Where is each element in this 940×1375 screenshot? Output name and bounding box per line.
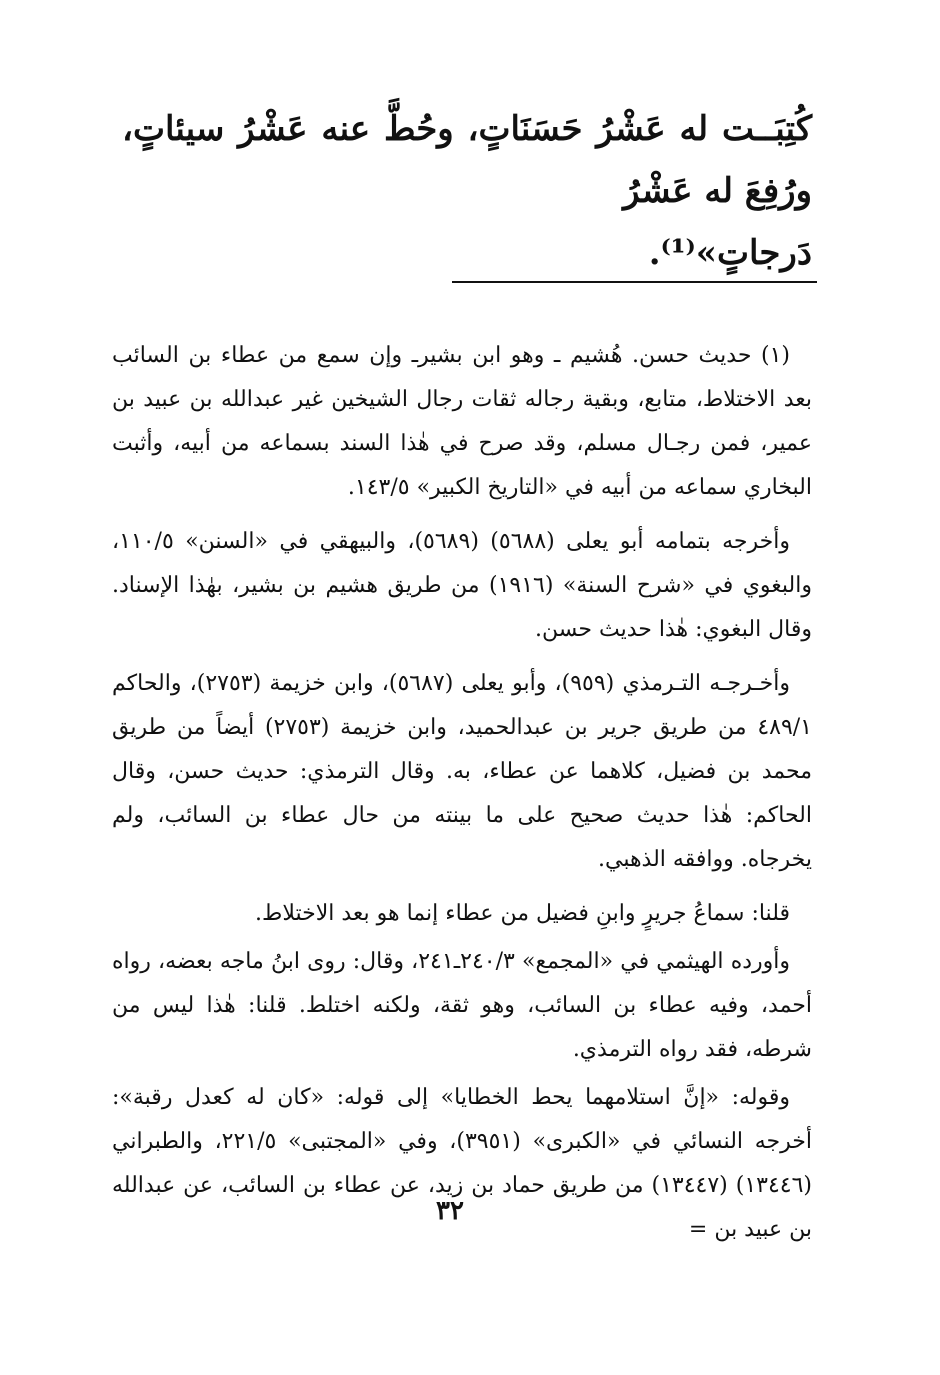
footnote-separator	[452, 281, 817, 283]
footnote-paragraph: وأخـرجـه التـرمذي (٩٥٩)، وأبو يعلى (٥٦٨٧)، وابن خزيمة (٢٧٥٣)، والحاكم ٤٨٩/١ من طريق جرير بن عبدالحميد، وابن خزيمة (٢٧٥٣) أيضاً من طريق محمد بن فضيل، كلاهما عن عطاء، به. وقال الترمذي: حديث حسن، وقال الحاكم: هٰذا حديث صحيح على ما بينته من حال عطاء بن السائب، ولم يخرجاه. ووافقه الذهبي.	[112, 671, 812, 872]
footnote-paragraph: قلنا: سماعُ جريرٍ وابنِ فضيل من عطاء إنما هو بعد الاختلاط.	[255, 901, 790, 926]
footnote-paragraph: (١) حديث حسن. هُشيم ـ وهو ابن بشيرـ وإن سمع من عطاء بن السائب بعد الاختلاط، متابع، وبقية رجاله ثقات رجال الشيخين غير عبدالله بن عبيد بن عمير، فمن رجـال مسلم، وقد صرح في هٰذا السند بسماعه من أبيه، وأثبت البخاري سماعه من أبيه في «التاريخ الكبير» ١٤٣/٥.	[112, 343, 812, 500]
footnote-paragraph: وأورده الهيثمي في «المجمع» ٢٤٠/٣ـ٢٤١، وقال: روى ابنُ ماجه بعضه، رواه أحمد، وفيه عطاء بن السائب، وهو ثقة، ولكنه اختلط. قلنا: هٰذا ليس من شرطه، فقد رواه الترمذي.	[112, 949, 812, 1062]
footnotes	[112, 334, 812, 1256]
hadith-line: كُتِبَــت له عَشْرُ حَسَنَاتٍ، وحُطَّ عنه عَشْرُ سيئاتٍ، ورُفِعَ له عَشْرُ	[122, 109, 812, 211]
footnote-paragraph: وأخرجه بتمامه أبو يعلى (٥٦٨٨) (٥٦٨٩)، والبيهقي في «السنن» ١١٠/٥، والبغوي في «شرح السنة» (١٩١٦) من طريق هشيم بن بشير، بهٰذا الإسناد. وقال البغوي: هٰذا حديث حسن.	[112, 529, 812, 642]
footnote-paragraph: وقوله: «إنَّ استلامهما يحط الخطايا» إلى قوله: «كان له كعدل رقبة»: أخرجه النسائي في «الكبرى» (٣٩٥١)، وفي «المجتبى» ٢٢١/٥، والطبراني (١٣٤٤٦) (١٣٤٤٧) من طريق حماد بن زيد، عن عطاء بن السائب، عن عبدالله بن عبيد بن =	[112, 1085, 812, 1242]
page-number: ٣٢	[436, 1196, 464, 1226]
hadith-line: دَرجاتٍ»⁽¹⁾.	[648, 233, 812, 273]
hadith-text	[122, 98, 812, 284]
